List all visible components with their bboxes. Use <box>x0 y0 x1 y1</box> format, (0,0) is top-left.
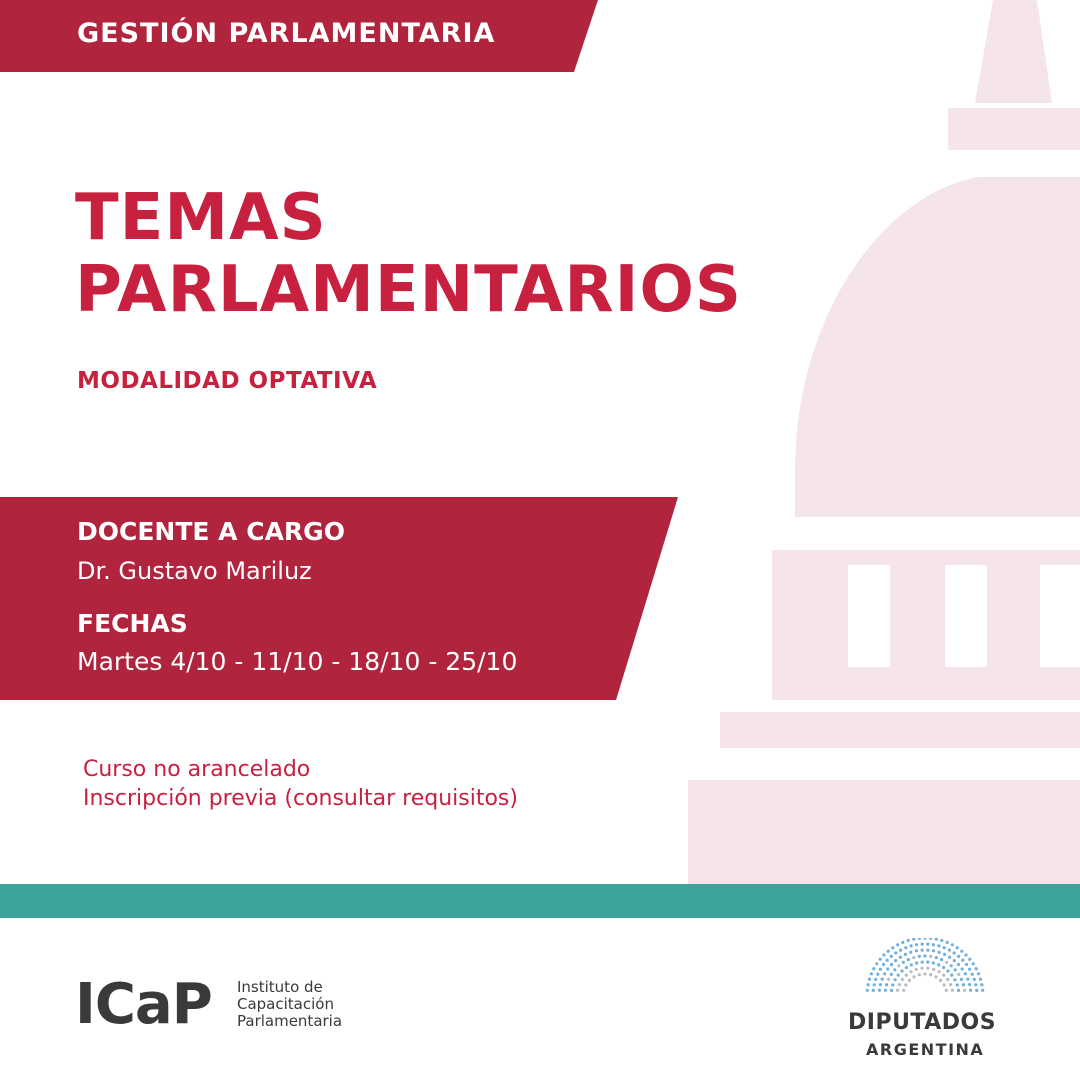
seat-dot <box>902 961 905 964</box>
seat-dot <box>886 959 889 962</box>
seat-dot <box>907 939 910 942</box>
seat-dot <box>945 989 948 992</box>
teacher-name: Dr. Gustavo Mariluz <box>77 557 312 585</box>
seat-dot <box>964 972 967 975</box>
seat-dot <box>887 978 890 981</box>
seat-dot <box>874 978 877 981</box>
seat-dot <box>951 943 954 946</box>
seat-dot <box>953 978 956 981</box>
seat-dot <box>939 979 942 982</box>
dates-value: Martes 4/10 - 11/10 - 18/10 - 25/10 <box>77 647 518 676</box>
seat-dot <box>879 983 882 986</box>
seat-dot <box>901 941 904 944</box>
seat-dot <box>973 978 976 981</box>
seat-dot <box>921 961 924 964</box>
seat-dot <box>873 983 876 986</box>
seat-dot <box>975 967 978 970</box>
seat-dot <box>932 961 935 964</box>
seat-dot <box>908 979 911 982</box>
seat-dot <box>915 961 918 964</box>
seat-dot <box>926 943 929 946</box>
seat-dot <box>932 949 935 952</box>
seat-dot <box>937 963 940 966</box>
seat-dot <box>926 967 929 970</box>
seat-dot <box>918 938 921 940</box>
seat-dot <box>912 956 915 959</box>
seat-dot <box>879 968 882 971</box>
seat-dot <box>926 949 929 952</box>
seat-dot <box>957 955 960 958</box>
teacher-label: DOCENTE A CARGO <box>77 517 345 546</box>
seat-dot <box>946 978 949 981</box>
seat-dot <box>980 983 983 986</box>
seat-dot <box>891 983 894 986</box>
seat-dot <box>893 968 896 971</box>
fee-note: Curso no arancelado <box>83 757 311 782</box>
seat-dot <box>943 983 946 986</box>
seat-dot <box>890 963 893 966</box>
seat-dot <box>918 973 921 976</box>
seat-dot <box>918 955 921 958</box>
seat-dot <box>910 944 913 947</box>
icap-name-line-2: Capacitación <box>237 995 334 1013</box>
footer-divider <box>0 884 1080 918</box>
seat-dot <box>886 967 889 970</box>
seat-dot <box>912 975 915 978</box>
seat-dot <box>942 966 945 969</box>
seat-dot <box>968 983 971 986</box>
course-notes <box>83 755 518 813</box>
seat-dot <box>951 989 954 992</box>
seat-dot <box>904 983 907 986</box>
seat-dot <box>923 954 926 957</box>
course-modality: MODALIDAD OPTATIVA <box>77 368 378 394</box>
seat-dot <box>885 983 888 986</box>
diputados-logo-country: ARGENTINA <box>866 1040 985 1059</box>
seat-dot <box>964 953 967 956</box>
seat-dot <box>956 946 959 949</box>
seat-dot <box>972 962 975 965</box>
seat-dot <box>896 989 899 992</box>
seat-dot <box>866 989 869 992</box>
seat-dot <box>896 943 899 946</box>
seat-dot <box>935 938 938 941</box>
seat-dot <box>942 974 945 977</box>
seat-dot <box>870 972 873 975</box>
seat-dot <box>899 949 902 952</box>
seat-dot <box>946 941 949 944</box>
registration-note: Inscripción previa (consultar requisitos) <box>83 786 518 811</box>
seat-dot <box>890 989 893 992</box>
seat-dot <box>934 975 937 978</box>
seat-dot <box>882 953 885 956</box>
diputados-logo-name: DIPUTADOS <box>848 1010 997 1035</box>
seat-dot <box>894 951 897 954</box>
seat-dot <box>897 974 900 977</box>
seat-dot <box>921 943 924 946</box>
seat-dot <box>974 983 977 986</box>
seat-dot <box>950 964 953 967</box>
seat-dot <box>953 951 956 954</box>
section-label: GESTIÓN PARLAMENTARIA <box>77 18 496 49</box>
seat-dot <box>875 962 878 965</box>
section-banner <box>0 0 600 72</box>
seat-dot <box>943 946 946 949</box>
seat-dot <box>961 959 964 962</box>
seat-dot <box>901 978 904 981</box>
seat-dot <box>929 955 932 958</box>
icap-name-line-1: Instituto de <box>237 978 323 996</box>
seat-dot <box>887 950 890 953</box>
seat-dot <box>909 970 912 973</box>
seat-dot <box>923 972 926 975</box>
seat-dot <box>961 967 964 970</box>
seat-dot <box>900 969 903 972</box>
seat-dot <box>926 961 929 964</box>
chamber-seats-icon <box>862 938 988 1000</box>
seat-dot <box>960 978 963 981</box>
seat-dot <box>945 961 948 964</box>
seat-dot <box>932 968 935 971</box>
seat-dot <box>891 946 894 949</box>
seat-dot <box>904 953 907 956</box>
seat-dot <box>898 983 901 986</box>
dates-label: FECHAS <box>77 609 188 638</box>
seat-dot <box>971 973 974 976</box>
icap-institute-name <box>237 979 342 1030</box>
seat-dot <box>977 972 980 975</box>
course-title-line-2: PARLAMENTARIOS <box>75 253 742 327</box>
seat-dot <box>956 983 959 986</box>
seat-dot <box>969 989 972 992</box>
seat-dot <box>878 989 881 992</box>
seat-dot <box>929 973 932 976</box>
course-info-band <box>0 497 680 700</box>
seat-dot <box>965 963 968 966</box>
seat-dot <box>968 958 971 961</box>
seat-dot <box>884 989 887 992</box>
seat-dot <box>940 939 943 942</box>
seat-dot <box>915 949 918 952</box>
seat-dot <box>979 978 982 981</box>
seat-dot <box>938 951 941 954</box>
seat-dot <box>909 951 912 954</box>
seat-dot <box>943 953 946 956</box>
seat-dot <box>957 973 960 976</box>
seat-dot <box>940 958 943 961</box>
seat-dot <box>912 938 915 941</box>
seat-dot <box>963 989 966 992</box>
seat-dot <box>932 943 935 946</box>
seat-dot <box>904 946 907 949</box>
seat-dot <box>957 989 960 992</box>
seat-dot <box>897 964 900 967</box>
seat-dot <box>937 944 940 947</box>
seat-dot <box>879 958 882 961</box>
seat-dot <box>882 963 885 966</box>
seat-dot <box>921 949 924 952</box>
seat-dot <box>915 968 918 971</box>
seat-dot <box>915 943 918 946</box>
seat-dot <box>960 950 963 953</box>
seat-dot <box>935 956 938 959</box>
seat-dot <box>929 938 932 940</box>
seat-dot <box>902 989 905 992</box>
seat-dot <box>910 963 913 966</box>
icap-logo: ICaP <box>75 972 212 1037</box>
seat-dot <box>890 973 893 976</box>
seat-dot <box>937 970 940 973</box>
seat-dot <box>981 989 984 992</box>
seat-dot <box>872 989 875 992</box>
icap-name-line-3: Parlamentaria <box>237 1012 343 1030</box>
course-title-line-1: TEMAS <box>75 181 327 255</box>
seat-dot <box>905 966 908 969</box>
seat-dot <box>881 978 884 981</box>
seat-dot <box>946 969 949 972</box>
seat-dot <box>957 963 960 966</box>
seat-dot <box>948 956 951 959</box>
seat-dot <box>921 967 924 970</box>
seat-dot <box>868 978 871 981</box>
seat-dot <box>907 958 910 961</box>
seat-dot <box>876 973 879 976</box>
seat-dot <box>948 949 951 952</box>
seat-dot <box>966 978 969 981</box>
seat-dot <box>883 972 886 975</box>
seat-dot <box>975 989 978 992</box>
seat-dot <box>872 967 875 970</box>
seat-dot <box>968 968 971 971</box>
seat-dot <box>962 983 965 986</box>
seat-dot <box>949 983 952 986</box>
seat-dot <box>953 959 956 962</box>
seat-dot <box>894 959 897 962</box>
seat-dot <box>867 983 870 986</box>
seat-dot <box>923 938 926 940</box>
seat-dot <box>905 974 908 977</box>
seat-dot <box>954 968 957 971</box>
seat-dot <box>950 974 953 977</box>
seat-dot <box>890 955 893 958</box>
course-title <box>75 182 742 326</box>
seat-dot <box>894 978 897 981</box>
seat-dot <box>899 956 902 959</box>
